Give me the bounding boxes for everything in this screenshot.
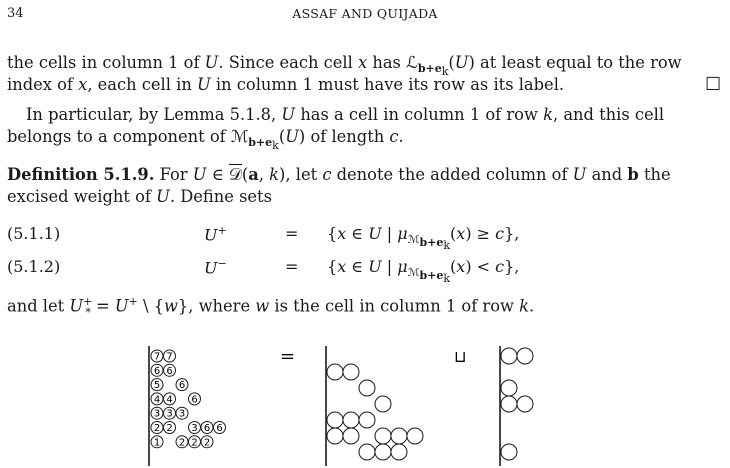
cell-label: 4 bbox=[166, 394, 173, 406]
left-diagram-cells bbox=[151, 350, 226, 448]
para1-text-b: (U) at least equal to the row bbox=[448, 53, 682, 72]
right-diagram-cells bbox=[501, 348, 533, 460]
union-symbol: ⊔ bbox=[454, 347, 467, 366]
cell-label: 3 bbox=[166, 408, 173, 420]
equals-symbol: = bbox=[280, 346, 296, 367]
page-number: 34 bbox=[7, 6, 24, 21]
paragraph-3: and let $U^+_* = U^+$ \ {w}, where w is the cell in column 1 of row k. bbox=[7, 295, 535, 319]
equation-2-lhs: U− bbox=[204, 257, 227, 278]
definition-line-1: Definition 5.1.9. For U ∈ 𝒟(a, k), let c denote the added column of U and b the bbox=[7, 165, 671, 184]
definition-label: Definition 5.1.9. bbox=[7, 165, 155, 184]
paragraph-2-line-2: belongs to a component of ℳ$_{b+e_k}$(U) of length c. bbox=[7, 127, 404, 153]
cell-label: 2 bbox=[203, 437, 211, 449]
cell-label: 5 bbox=[153, 380, 161, 392]
cell-label: 6 bbox=[203, 423, 211, 434]
equation-2-number: (5.1.2) bbox=[7, 257, 61, 276]
equation-2-rhs: {x ∈ U | $\mu_{ℳ_{b+e_k}}(x) < c$}, bbox=[327, 257, 520, 286]
equation-2-relation: = bbox=[285, 257, 299, 276]
para1-text-a: the cells in column 1 of U. Since each cell x has ℒ bbox=[7, 53, 418, 72]
para1-subsub: k bbox=[441, 65, 449, 79]
cell-label: 2 bbox=[153, 423, 161, 434]
cell-label: 6 bbox=[153, 365, 161, 377]
equation-1-lhs: U+ bbox=[204, 224, 227, 245]
cell-label: 1 bbox=[153, 437, 161, 449]
cell-label: 7 bbox=[166, 351, 173, 363]
cell-label: 4 bbox=[153, 394, 161, 406]
equation-1-relation: = bbox=[285, 224, 299, 243]
para1-sub: b+ek bbox=[417, 62, 449, 79]
cell-label: 6 bbox=[178, 380, 186, 392]
running-head: ASSAF AND QUIJADA bbox=[292, 6, 438, 21]
paragraph-2-line-1: In particular, by Lemma 5.1.8, U has a cell in column 1 of row k, and this cell bbox=[26, 105, 665, 124]
paragraph-1-line-2 bbox=[7, 74, 564, 96]
cell-label: 3 bbox=[153, 408, 161, 420]
cell-label: 7 bbox=[153, 351, 161, 363]
cell-label: 6 bbox=[191, 394, 198, 406]
cell-label: 2 bbox=[191, 437, 198, 449]
equation-1-rhs: {x ∈ U | $\mu_{ℳ_{b+e_k}}(x) \ge c$}, bbox=[327, 224, 520, 253]
cell-label: 6 bbox=[166, 365, 173, 377]
figure-decomposition bbox=[0, 340, 730, 468]
cell-label: 3 bbox=[178, 408, 186, 420]
equation-1-number: (5.1.1) bbox=[7, 224, 61, 243]
cell-label: 2 bbox=[166, 423, 173, 434]
middle-diagram-cells bbox=[327, 364, 423, 460]
qed-symbol: ☐ bbox=[705, 74, 722, 95]
cell-label: 2 bbox=[178, 437, 186, 449]
definition-line-2: excised weight of U. Define sets bbox=[7, 187, 272, 206]
para1-text-c: index of x, each cell in U in column 1 must have its row as its label. bbox=[7, 75, 565, 94]
cell-label: 3 bbox=[191, 423, 198, 434]
cell-label: 6 bbox=[216, 423, 223, 434]
